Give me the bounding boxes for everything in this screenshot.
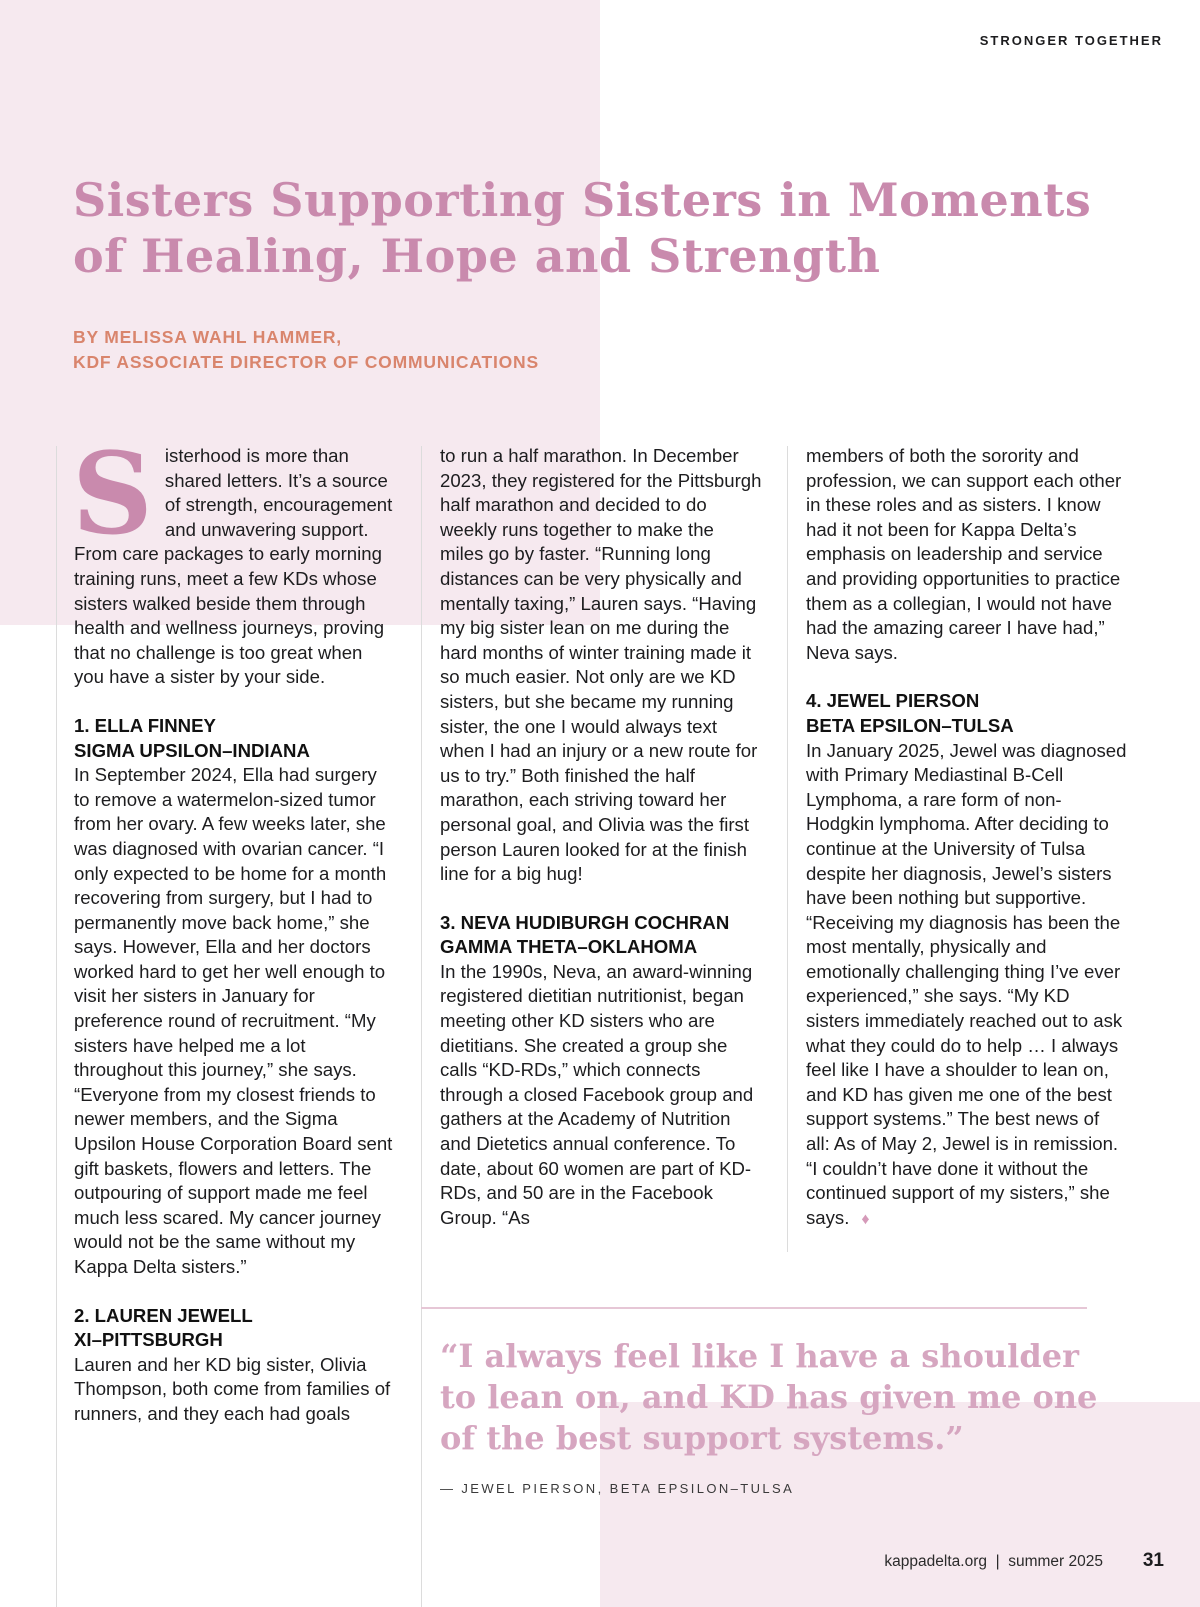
profile-text: members of both the sorority and profession, we can support each other in these roles and as sisters. I know had it not been for Kappa Delta’s emphasis on leadership and service and providing opportunities to practice them as a collegian, I would not have had the amazing career I have had,” Neva says. bbox=[806, 445, 1122, 663]
footer-site-issue: kappadelta.org | summer 2025 bbox=[884, 1553, 1103, 1570]
article-headline: Sisters Supporting Sisters in Moments of Healing, Hope and Strength bbox=[73, 173, 1092, 283]
profile-heading bbox=[74, 714, 396, 763]
byline-title: KDF ASSOCIATE DIRECTOR OF COMMUNICATIONS bbox=[73, 352, 539, 372]
profile-text: to run a half marathon. In December 2023, they registered for the Pittsburgh half marathon and decided to do weekly runs together to make the miles go by faster. “Running long distances can be very physically and mentally taxing,” Lauren says. “Having my big sister lean on me during the hard months of winter training made it so much easier. Not only are we KD sisters, but she became my running sister, the one I would always text when I had an injury or a new route for us to try.” Both finished the half marathon, each striving toward her personal goal, and Olivia was the first person Lauren looked for at the finish line for a big hug! bbox=[440, 445, 762, 885]
profile-heading bbox=[440, 911, 762, 960]
page-number: 31 bbox=[1142, 1550, 1164, 1571]
profile-heading bbox=[806, 689, 1128, 738]
profile-chapter: XI–PITTSBURGH bbox=[74, 1329, 223, 1351]
profile-chapter: GAMMA THETA–OKLAHOMA bbox=[440, 936, 698, 958]
profile-chapter: BETA EPSILON–TULSA bbox=[806, 714, 1014, 736]
pull-quote-attribution: — JEWEL PIERSON, BETA EPSILON–TULSA bbox=[440, 1481, 795, 1496]
profile-name: 1. ELLA FINNEY bbox=[74, 714, 216, 736]
profile-chapter: SIGMA UPSILON–INDIANA bbox=[74, 739, 310, 761]
profile-text: In September 2024, Ella had surgery to remove a watermelon-sized tumor from her ovary. A few weeks later, she was diagnosed with ovarian cancer. “I only expected to be home for a month recovering from surgery, but I had to permanently move back home,” she says. However, Ella and her doctors worked hard to get her well enough to visit her sisters in January for preference round of recruitment. “My sisters have helped me a lot throughout this journey,” she says. “Everyone from my closest friends to newer members, and the Sigma Upsilon House Corporation Board sent gift baskets, flowers and letters. The outpouring of support made me feel much less scared. My cancer journey would not be the same without my Kappa Delta sisters.” bbox=[74, 764, 393, 1277]
article-column-3 bbox=[806, 444, 1128, 1232]
profile-name: 4. JEWEL PIERSON bbox=[806, 690, 980, 712]
drop-cap: S bbox=[72, 429, 153, 560]
column-divider bbox=[787, 446, 788, 1252]
article-column-2 bbox=[440, 444, 762, 1230]
profile-text: Lauren and her KD big sister, Olivia Thompson, both come from families of runners, and they each had goals bbox=[74, 1353, 391, 1424]
intro-text: isterhood is more than shared letters. It’s a source of strength, encouragement and unwavering support. From care packages to early morning training runs, meet a few KDs whose sisters walked beside them through health and wellness journeys, proving that no challenge is too great when you have a sister by your side. bbox=[74, 445, 393, 688]
column-divider bbox=[421, 446, 422, 1607]
profile-name: 2. LAUREN JEWELL bbox=[74, 1304, 253, 1326]
article-column-1 bbox=[72, 429, 396, 1427]
intro-paragraph bbox=[72, 429, 396, 690]
profile-text: In the 1990s, Neva, an award-winning registered dietitian nutritionist, began meeting other KD sisters who are dietitians. She created a group she calls “KD-RDs,” which connects through a closed Facebook group and gathers at the Academy of Nutrition and Dietetics annual conference. To date, about 60 women are part of KD-RDs, and 50 are in the Facebook Group. “As bbox=[440, 960, 754, 1228]
pull-quote: “I always feel like I have a shoulder to lean on, and KD has given me one of the best support systems.” bbox=[440, 1337, 1098, 1457]
profile-name: 3. NEVA HUDIBURGH COCHRAN bbox=[440, 911, 730, 933]
profile-text bbox=[806, 739, 1128, 1233]
byline bbox=[73, 325, 539, 375]
profile-text-body: In January 2025, Jewel was diagnosed with Primary Mediastinal B-Cell Lymphoma, a rare form of non-Hodgkin lymphoma. After deciding to continue at the University of Tulsa despite her diagnosis, Jewel’s sisters have been nothing but supportive. “Receiving my diagnosis has been the most mentally, physically and emotionally challenging thing I’ve ever experienced,” she says. “My KD sisters immediately reached out to ask what they could do to help … I always feel like I have a shoulder to lean on, and KD has given me one of the best support systems.” The best news of all: As of May 2, Jewel is in remission. “I couldn’t have done it without the continued support of my sisters,” she says. bbox=[806, 739, 1127, 1228]
byline-author: BY MELISSA WAHL HAMMER, bbox=[73, 327, 342, 347]
section-tag: STRONGER TOGETHER bbox=[979, 33, 1163, 48]
end-mark-icon: ♦ bbox=[861, 1210, 870, 1228]
profile-heading bbox=[74, 1304, 396, 1353]
column-divider bbox=[56, 446, 57, 1607]
pull-quote-rule bbox=[421, 1307, 1087, 1309]
